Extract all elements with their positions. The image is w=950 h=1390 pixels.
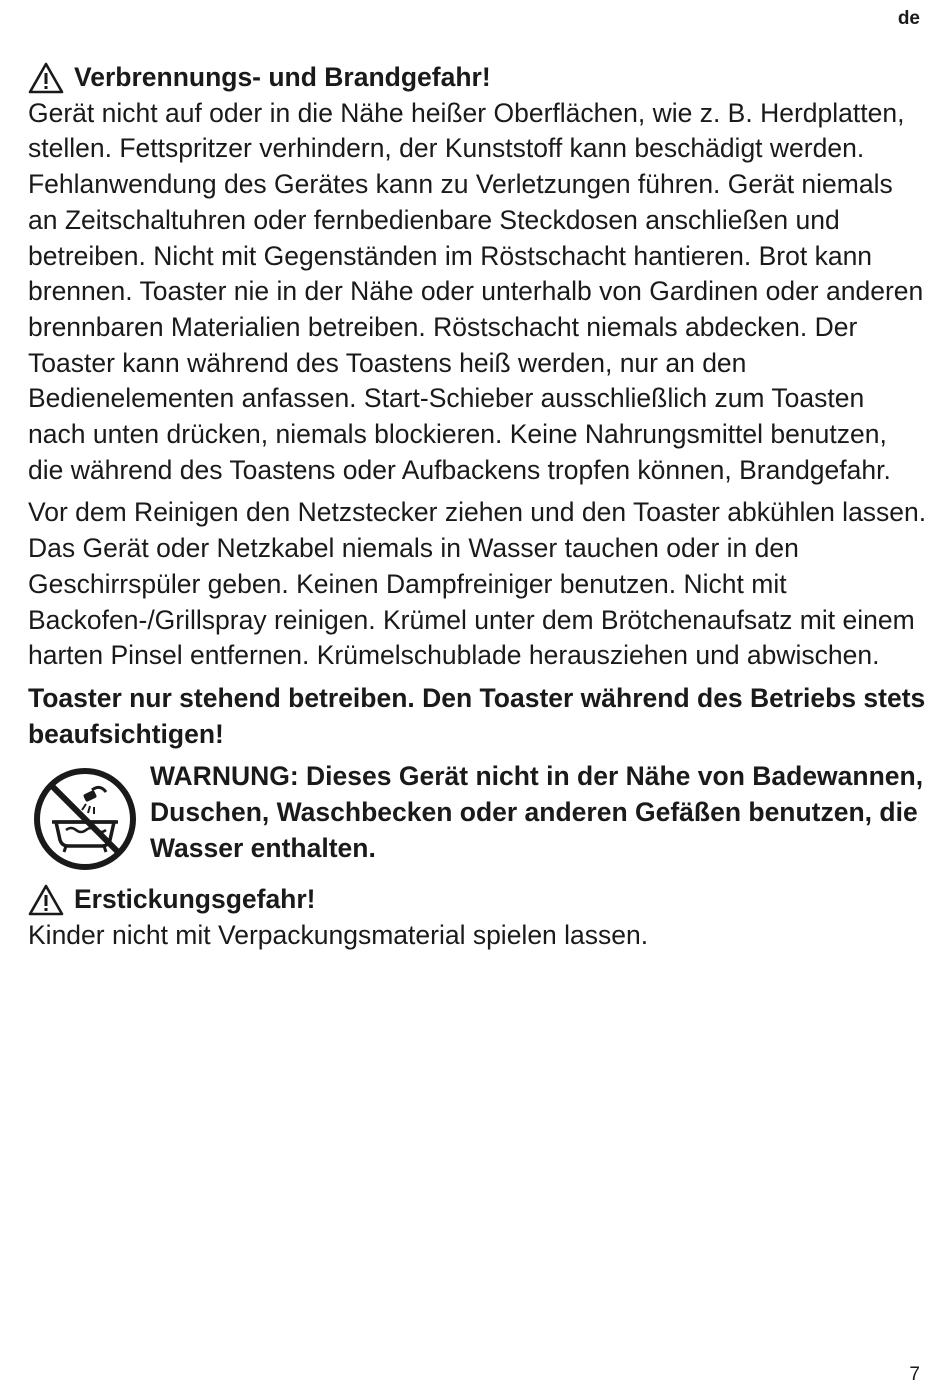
burn-hazard-heading [28,60,928,96]
water-warning-block [28,761,928,872]
suffocation-heading [28,882,928,918]
language-code: de [897,8,920,29]
burn-hazard-paragraph-2: Fehlanwendung des Gerätes kann zu Verletzungen führen. Gerät niemals an Zeitschaltuhren oder fernbedienbare Steckdosen anschließen und betreiben. Nicht mit Gegenständen im Röstschacht hantieren. Brot kann brennen. Toaster nie in der Nähe oder unterhalb von Gardinen oder anderen brennbaren Materialien betreiben. Röstschacht niemals abdecken. Der Toaster kann während des Toastens heiß werden, nur an den Bedienelementen anfassen. Start-Schieber ausschließlich zum Toasten nach unten drücken, niemals blockieren. Keine Nahrungsmittel benutzen, die während des Toastens oder Aufbackens tropfen können, Brandgefahr. [28,169,924,485]
page-number: 7 [909,1364,920,1385]
burn-hazard-title: Verbrennungs- und Brandgefahr! [74,62,491,92]
suffocation-title: Erstickungsgefahr! [74,884,316,915]
warning-triangle-icon [28,884,64,916]
suffocation-paragraph: Kinder nicht mit Verpackungsmaterial spielen lassen. [28,920,649,951]
safety-instructions [28,60,928,954]
water-warning-text: WARNUNG: Dieses Gerät nicht in der Nähe von Badewannen, Duschen, Waschbecken oder anderen Gefäßen benutzen, die Wasser enthalten. [150,761,924,863]
warning-triangle-icon [28,62,64,94]
burn-hazard-paragraph-1: Gerät nicht auf oder in die Nähe heißer Oberflächen, wie z. B. Herdplatten, stellen. Fettspritzer verhindern, der Kunststoff kann beschädigt werden. [28,97,905,164]
cleaning-paragraph: Vor dem Reinigen den Netzstecker ziehen und den Toaster abkühlen lassen. Das Gerät oder Netzkabel niemals in Wasser tauchen oder in den Geschirrspüler geben. Keinen Dampfreiniger benutzen. Nicht mit Backofen-/Grillspray reinigen. Krümel unter dem Brötchenaufsatz mit einem harten Pinsel entfernen. Krümelschublade herausziehen und abwischen. [28,497,927,671]
operation-warning: Toaster nur stehend betreiben. Den Toaster während des Betriebs stets beaufsichtigen! [28,682,926,749]
no-bathtub-shower-icon [32,766,138,872]
